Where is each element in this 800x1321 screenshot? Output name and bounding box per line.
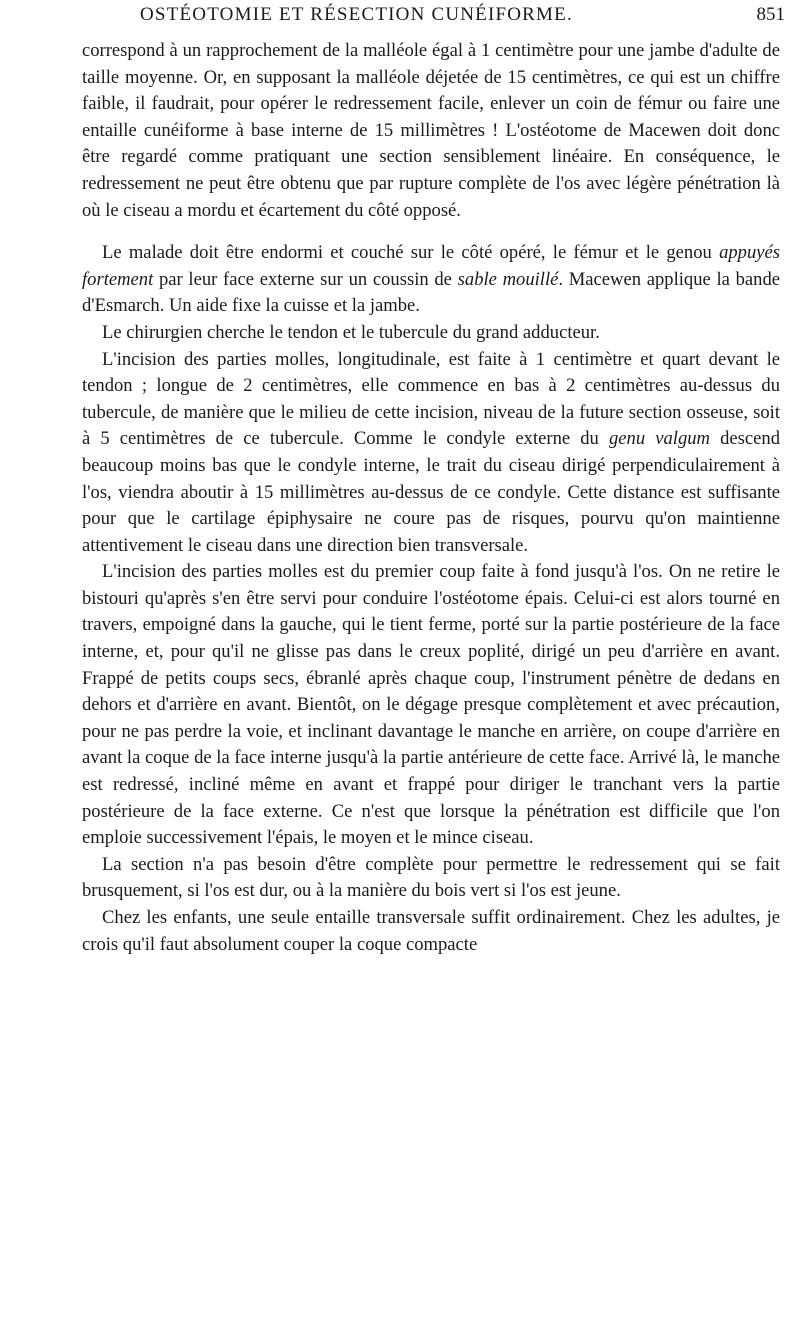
paragraph-text: L'incision des parties molles, longitudinale, est faite à 1 centimètre et quart devant le tendon ; longue de 2 centimètres, elle commence en bas à 2 centimètres au-dessus du tubercule, de manière que le milieu de cette incision, niveau de la future section osseuse, soit à 5 centimètres de ce tubercule. Comme le condyle externe du bbox=[82, 348, 780, 450]
paragraph-text: par leur face externe sur un coussin de bbox=[153, 268, 458, 290]
italic-phrase: genu valgum bbox=[608, 428, 710, 450]
paragraph-text: Le malade doit être endormi et couché sur le côté opéré, le fémur et le genou bbox=[102, 242, 720, 264]
italic-phrase: sable mouillé bbox=[457, 268, 559, 290]
text-body bbox=[82, 38, 780, 958]
paragraph-continuation: correspond à un rapprochement de la malléole égal à 1 centimètre pour une jambe d'adulte de taille moyenne. Or, en supposant la malléole déjetée de 15 centimètres, ce qui est un chiffre faible, il faudrait, pour opérer le redressement facile, enlever un coin de fémur ou faire une entaille cunéiforme à base interne de 15 millimètres ! L'ostéotome de Macewen doit donc être regardé comme pratiquant une section sensiblement linéaire. En conséquence, le redressement ne peut être obtenu que par rupture complète de l'os avec légère pénétration là où le ciseau a mordu et écartement du côté opposé. bbox=[82, 40, 780, 221]
paragraph-surgeon: Le chirurgien cherche le tendon et le tubercule du grand adducteur. bbox=[102, 321, 600, 343]
paragraph-patient-position bbox=[82, 240, 780, 320]
running-title: OSTÉOTOMIE ET RÉSECTION CUNÉIFORME. bbox=[140, 4, 573, 25]
paragraph-technique: L'incision des parties molles est du premier coup faite à fond jusqu'à l'os. On ne retire le bistouri qu'après s'en être servi pour conduire l'ostéotome épais. Celui-ci est alors tourné en travers, empoigné dans la gauche, qui le tient ferme, porté sur la partie postérieure de la face interne, et, pour qu'il ne glisse pas dans le creux poplité, dirigé un peu d'arrière en avant. Frappé de petits coups secs, ébranlé après chaque coup, l'instrument pénètre de dedans en dehors et d'arrière en avant. Bientôt, on le dégage presque complètement et avec précaution, pour ne pas perdre la voie, et inclinant davantage le manche en arrière, on coupe d'arrière en avant la coque de la face interne jusqu'à la partie antérieure de cette face. Arrivé là, le manche est redressé, incliné même en avant et frappé pour diriger le tranchant vers la partie postérieure de la face externe. Ce n'est que lorsque la pénétration est difficile que l'on emploie successivement l'épais, le moyen et le mince ciseau. bbox=[82, 561, 780, 849]
running-head bbox=[70, 4, 800, 30]
italic-phrase: appuyés fortement bbox=[82, 242, 780, 290]
paragraph-children-adults: Chez les enfants, une seule entaille transversale suffit ordinairement. Chez les adultes, je crois qu'il faut absolument couper la coque compacte bbox=[82, 907, 780, 955]
paragraph-incision bbox=[82, 347, 780, 560]
paragraph-section: La section n'a pas besoin d'être complète pour permettre le redressement qui se fait brusquement, si l'os est dur, ou à la manière du bois vert si l'os est jeune. bbox=[82, 853, 780, 902]
paragraph-text: . Macewen applique la bande d'Esmarch. Un aide fixe la cuisse et la jambe. bbox=[82, 268, 781, 317]
paragraph-text: descend beaucoup moins bas que le condyle interne, le trait du ciseau dirigé perpendiculairement à l'os, viendra aboutir à 15 millimètres au-dessus de ce condyle. Cette distance est suffisante pour que le cartilage épiphysaire ne coure pas de risques, pourvu qu'on maintienne attentivement le ciseau dans une direction bien transversale. bbox=[82, 428, 780, 556]
page-number: 851 bbox=[756, 4, 785, 25]
